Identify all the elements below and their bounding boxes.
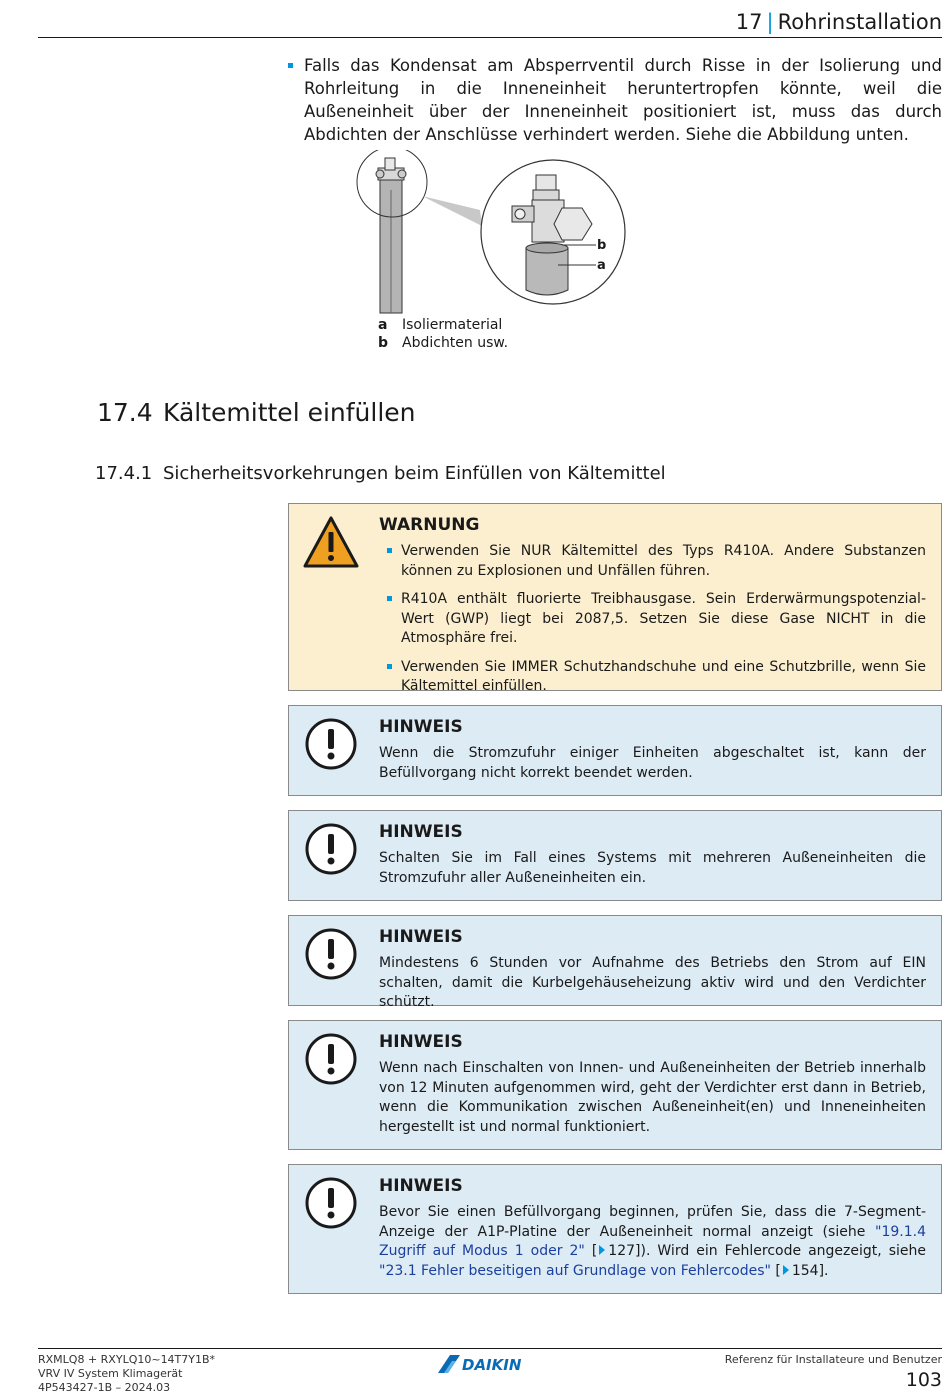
- note-box: [288, 1020, 942, 1150]
- bullet-marker: [288, 63, 293, 68]
- legend-item: [378, 316, 508, 334]
- page-ref-open: [: [584, 1243, 598, 1259]
- note-box: [288, 810, 942, 901]
- note-text: Mindestens 6 Stunden vor Aufnahme des Betriebs den Strom auf EIN schalten, damit die Kurbelgehäuseheizung aktiv wird und den Verdichter schützt.: [379, 955, 926, 1010]
- cross-reference-link[interactable]: "19.1.4 Zugriff auf Modus 1 oder 2": [379, 1223, 926, 1259]
- warning-list: [379, 542, 926, 697]
- intro-bullet-text: Falls das Kondensat am Absperrventil durch Risse in der Isolierung und Rohrleitung in die Inneneinheit heruntertropfen könnte, weil die Außeneinheit über der Inneneinheit positioniert ist, muss das durch Abdichten der Anschlüsse verhindert werden. Siehe die Abbildung unten.: [304, 56, 942, 144]
- note-title: HINWEIS: [379, 717, 463, 737]
- warning-item: [379, 658, 926, 697]
- note-text: Wenn nach Einschalten von Innen- und Außeneinheiten der Betrieb innerhalb von 12 Minuten aufgenommen wird, geht der Verdichter erst dann in Betrieb, wenn die Kommunikation zwischen Außeneinheit(en) und Inneneinheiten hergestellt ist und normal funktioniert.: [379, 1060, 926, 1135]
- chapter-number: 17: [735, 10, 763, 34]
- warning-item-text: Verwenden Sie NUR Kältemittel des Typs R410A. Andere Substanzen können zu Explosionen und Unfällen führen.: [401, 543, 926, 579]
- warning-box: [288, 503, 942, 694]
- legend-key: a: [378, 317, 388, 333]
- page-ref-open: [: [770, 1262, 781, 1279]
- footer-doc-id: 4P543427-1B – 2024.03: [38, 1381, 171, 1394]
- intro-bullet: [288, 54, 942, 146]
- note-content: [379, 716, 926, 783]
- logo-text: DAIKIN: [462, 1356, 522, 1374]
- legend-text: Abdichten usw.: [402, 335, 509, 351]
- figure-label-a: a: [597, 258, 606, 273]
- exclamation-circle-icon: [303, 926, 359, 982]
- note-box: [288, 1164, 942, 1294]
- note-title: HINWEIS: [379, 1032, 463, 1052]
- figure-label-b: b: [597, 238, 607, 253]
- exclamation-circle-icon: [303, 716, 359, 772]
- pipe-insulation-figure: [350, 150, 635, 315]
- warning-content: [379, 514, 926, 706]
- footer-product-info: [38, 1353, 215, 1394]
- legend-item: [378, 334, 508, 352]
- warning-item-text: R410A enthält fluorierte Treibhausgase. Sein Erderwärmungspotenzial-Wert (GWP) liegt bei 2087,5. Setzen Sie diese Gase NICHT in die Atmosphäre frei.: [401, 591, 926, 646]
- note-title: HINWEIS: [379, 1176, 463, 1196]
- exclamation-circle-icon: [303, 821, 359, 877]
- note-title: HINWEIS: [379, 927, 463, 947]
- page-ref-arrow-icon: [783, 1265, 789, 1275]
- warning-item: [379, 542, 926, 581]
- bullet-marker: [387, 596, 392, 601]
- note-title: HINWEIS: [379, 822, 463, 842]
- note-text-segment: Bevor Sie einen Befüllvorgang beginnen, prüfen Sie, dass die 7-Segment-Anzeige der A1P-Platine der Außeneinheit normal anzeigt (siehe: [379, 1204, 926, 1240]
- page-number: 103: [905, 1369, 942, 1391]
- warning-item: [379, 590, 926, 649]
- cross-reference-link[interactable]: "23.1 Fehler beseitigen auf Grundlage von Fehlercodes": [379, 1262, 771, 1279]
- warning-triangle-icon: [303, 514, 359, 570]
- chapter-heading: [736, 10, 942, 34]
- page-ref-number[interactable]: 154: [791, 1262, 819, 1279]
- page-ref-arrow-icon: [599, 1245, 605, 1255]
- note-content: [379, 1031, 926, 1137]
- subsection-number: 17.4.1: [95, 463, 153, 484]
- chapter-separator: |: [766, 10, 774, 34]
- note-text-segment: ].: [818, 1262, 829, 1279]
- note-text: Wenn die Stromzufuhr einiger Einheiten abgeschaltet ist, kann der Befüllvorgang nicht korrekt beendet werden.: [379, 745, 926, 781]
- bullet-marker: [387, 548, 392, 553]
- bullet-marker: [387, 664, 392, 669]
- section-heading: [97, 398, 416, 427]
- warning-item-text: Verwenden Sie IMMER Schutzhandschuhe und eine Schutzbrille, wenn Sie Kältemittel einfüllen.: [401, 658, 926, 694]
- note-text: [379, 1203, 926, 1281]
- section-number: 17.4: [97, 398, 153, 427]
- exclamation-circle-icon: [303, 1175, 359, 1231]
- note-content: [379, 821, 926, 888]
- page-footer: [38, 1348, 942, 1394]
- legend-text: Isoliermaterial: [402, 317, 503, 333]
- page-ref-number[interactable]: 127: [608, 1243, 636, 1259]
- daikin-logo: [438, 1353, 543, 1375]
- figure-legend: [378, 316, 508, 352]
- note-content: [379, 926, 926, 1013]
- footer-model: RXMLQ8 + RXYLQ10~14T7Y1B*: [38, 1353, 216, 1366]
- legend-key: b: [378, 335, 389, 351]
- note-content: [379, 1175, 926, 1281]
- valve-illustration: [350, 150, 635, 315]
- page-header: [38, 6, 942, 38]
- warning-title: WARNUNG: [379, 515, 480, 535]
- exclamation-circle-icon: [303, 1031, 359, 1087]
- note-text: Schalten Sie im Fall eines Systems mit mehreren Außeneinheiten die Stromzufuhr aller Außeneinheiten ein.: [379, 850, 926, 886]
- chapter-title: Rohrinstallation: [777, 10, 942, 34]
- note-box: [288, 705, 942, 796]
- footer-doc-title: Referenz für Installateure und Benutzer: [724, 1353, 942, 1366]
- note-box: [288, 915, 942, 1010]
- subsection-title: Sicherheitsvorkehrungen beim Einfüllen von Kältemittel: [163, 463, 666, 484]
- footer-system: VRV IV System Klimagerät: [38, 1367, 183, 1380]
- subsection-heading: [95, 463, 666, 484]
- section-title: Kältemittel einfüllen: [163, 398, 416, 427]
- note-text-segment: ]). Wird ein Fehlercode angezeigt, siehe: [635, 1243, 926, 1259]
